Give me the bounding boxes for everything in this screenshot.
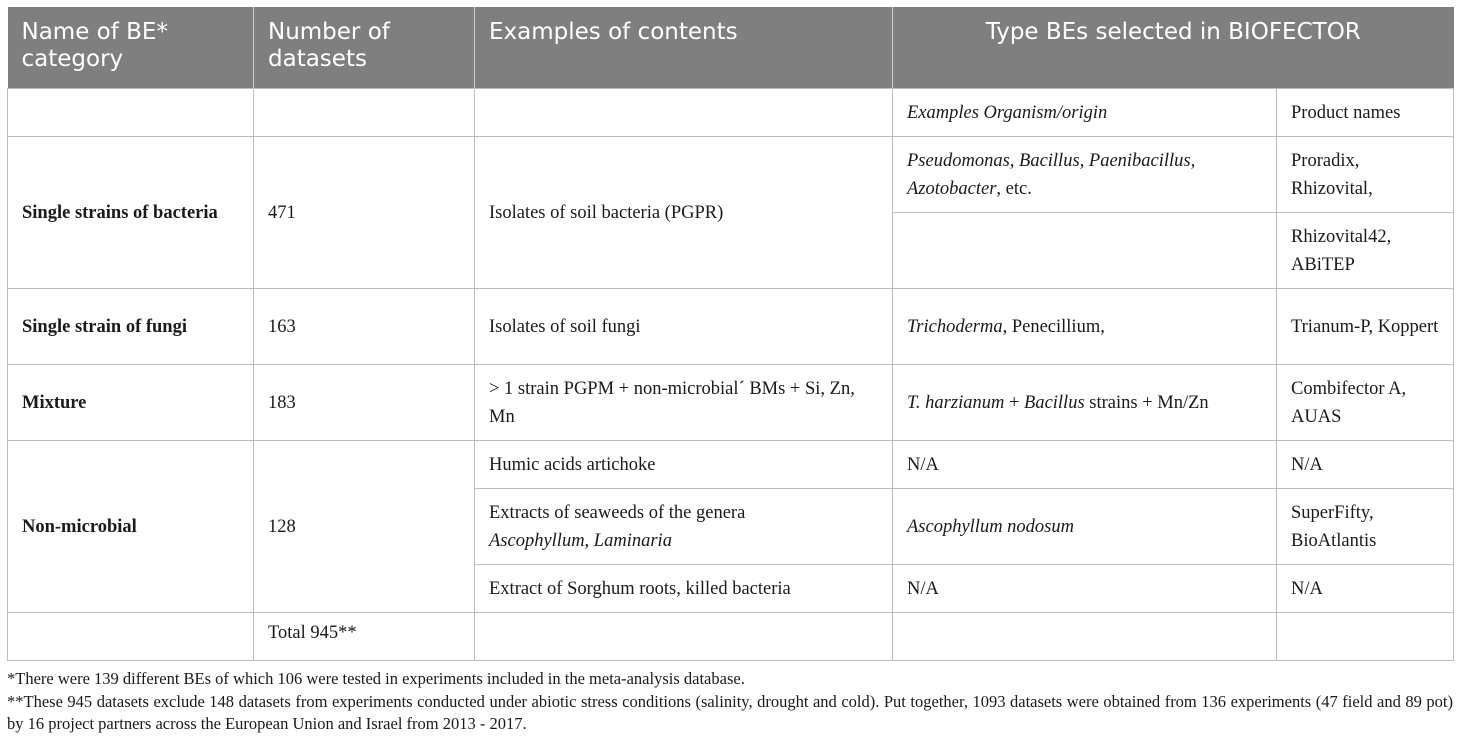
organism-cell: Trichoderma, Penecillium,: [893, 289, 1277, 365]
footnote-2: **These 945 datasets exclude 148 datasets from experiments conducted under abiotic stress conditions (salinity, drought and cold). Put together, 1093 datasets were obtained from 136 experiments (47 field and 89 pot) by 16 project partners across the European Union and Israel from 2013 - 2017.: [7, 692, 1453, 733]
count-cell: 128: [254, 441, 475, 613]
organism-cell: N/A: [893, 441, 1277, 489]
total-cell: Total 945**: [254, 613, 475, 661]
header-category: Name of BE* category: [8, 7, 254, 89]
footnote-1: *There were 139 different BEs of which 106 were tested in experiments included in the meta-analysis database.: [7, 669, 745, 688]
product-cell: Trianum-P, Koppert: [1277, 289, 1454, 365]
product-cell: N/A: [1277, 565, 1454, 613]
header-row: [8, 7, 1454, 89]
empty-cell: [1277, 613, 1454, 661]
contents-cell: Extracts of seaweeds of the genera Ascophyllum, Laminaria: [475, 489, 893, 565]
table-row: [8, 441, 1454, 489]
count-cell: 471: [254, 137, 475, 289]
empty-cell: [8, 89, 254, 137]
header-contents: Examples of contents: [475, 7, 893, 89]
organism-cell: Ascophyllum nodosum: [893, 489, 1277, 565]
table-row: [8, 365, 1454, 441]
category-cell: Non-microbial: [8, 441, 254, 613]
contents-cell: Isolates of soil bacteria (PGPR): [475, 137, 893, 289]
product-cell: Combifector A, AUAS: [1277, 365, 1454, 441]
category-cell: Single strain of fungi: [8, 289, 254, 365]
contents-cell: Humic acids artichoke: [475, 441, 893, 489]
product-cell: SuperFifty, BioAtlantis: [1277, 489, 1454, 565]
count-cell: 183: [254, 365, 475, 441]
organism-cell: Pseudomonas, Bacillus, Paenibacillus, Azotobacter, etc.: [893, 137, 1277, 213]
empty-cell: [8, 613, 254, 661]
empty-cell: [893, 213, 1277, 289]
product-cell: N/A: [1277, 441, 1454, 489]
category-cell: Single strains of bacteria: [8, 137, 254, 289]
header-datasets: Number of datasets: [254, 7, 475, 89]
empty-cell: [254, 89, 475, 137]
table-wrapper: [7, 7, 1453, 661]
contents-cell: Isolates of soil fungi: [475, 289, 893, 365]
contents-cell: > 1 strain PGPM + non-microbial´ BMs + Si, Zn, Mn: [475, 365, 893, 441]
product-cell: Rhizovital42, ABiTEP: [1277, 213, 1454, 289]
empty-cell: [475, 89, 893, 137]
empty-cell: [475, 613, 893, 661]
table-row: [8, 137, 1454, 213]
header-type-bes: Type BEs selected in BIOFECTOR: [893, 7, 1454, 89]
total-row: [8, 613, 1454, 661]
subheader-organism: Examples Organism/origin: [893, 89, 1277, 137]
count-cell: 163: [254, 289, 475, 365]
subheader-product: Product names: [1277, 89, 1454, 137]
subheader-row: [8, 89, 1454, 137]
footnotes: [7, 668, 1453, 736]
category-cell: Mixture: [8, 365, 254, 441]
table-row: [8, 289, 1454, 365]
empty-cell: [893, 613, 1277, 661]
organism-cell: T. harzianum + Bacillus strains + Mn/Zn: [893, 365, 1277, 441]
organism-cell: N/A: [893, 565, 1277, 613]
biofector-table: [7, 7, 1454, 661]
product-cell: Proradix, Rhizovital,: [1277, 137, 1454, 213]
contents-cell: Extract of Sorghum roots, killed bacteria: [475, 565, 893, 613]
